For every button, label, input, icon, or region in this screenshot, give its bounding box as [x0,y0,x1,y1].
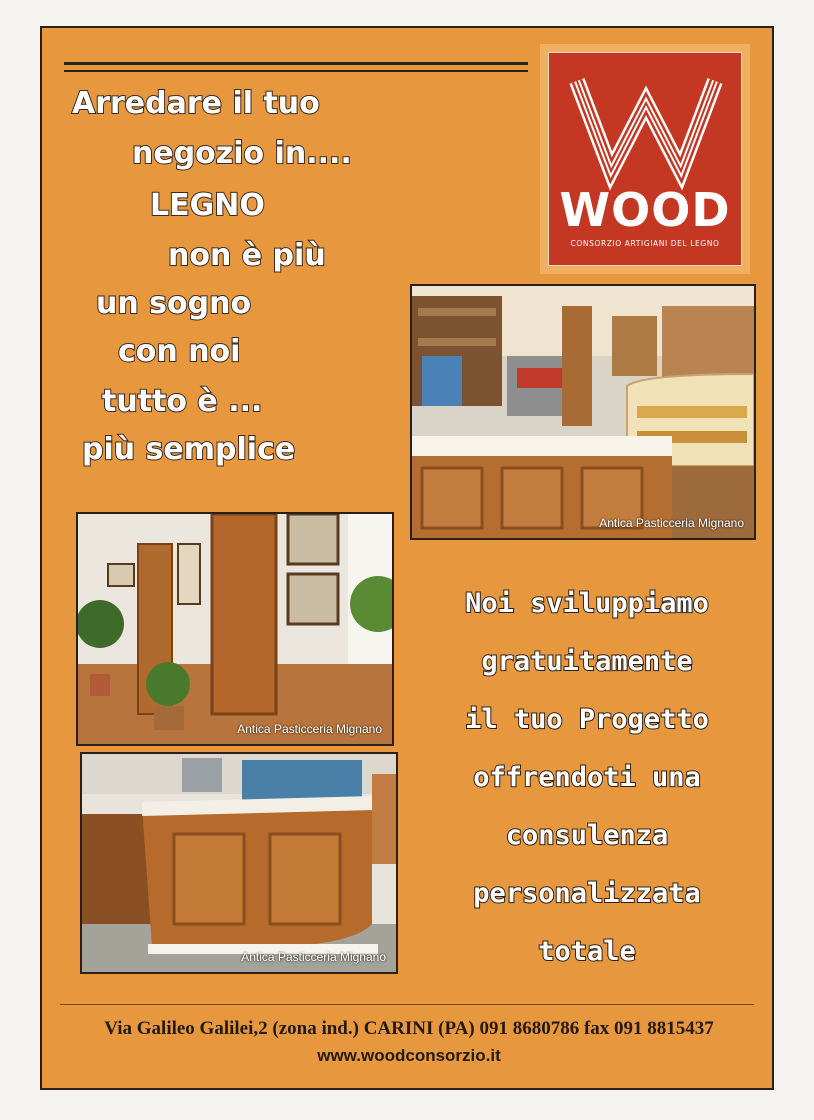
desk-illustration [82,754,396,972]
headline-line-2: negozio in.... [132,136,352,171]
headline-line-8: più semplice [82,432,296,467]
promo-line-7: totale [538,936,636,967]
logo-word: WOOD [559,183,731,237]
counter-illustration [412,286,754,538]
headline-line-5: un sogno [96,286,252,321]
footer-divider [60,1004,754,1005]
w-emblem-icon [549,63,743,193]
headline-line-6: con noi [118,334,241,369]
promo-line-6: personalizzata [473,878,701,909]
photo-caption: Antica Pasticceria Mignano [599,516,744,530]
logo-subtitle: CONSORZIO ARTIGIANI DEL LEGNO [570,239,720,248]
top-rule-thick [64,62,528,65]
headline-line-1: Arredare il tuo [72,86,320,121]
top-rule-thin [64,70,528,72]
photo-reception-desk [80,752,398,974]
promo-line-4: offrendoti una [473,762,701,793]
headline-line-4: non è più [168,238,326,273]
promo-line-2: gratuitamente [481,646,693,677]
photo-caption: Antica Pasticceria Mignano [237,722,382,736]
logo-panel [548,52,742,266]
hallway-illustration [78,514,392,744]
headline-line-3: LEGNO [150,188,265,223]
headline-line-7: tutto è ... [102,384,263,419]
footer-address: Via Galileo Galilei,2 (zona ind.) CARINI (PA) 091 8680786 fax 091 8815437 [104,1018,714,1039]
wood-logo [540,44,750,274]
advertisement-page [40,26,774,1090]
promo-line-3: il tuo Progetto [465,704,709,735]
promo-line-1: Noi sviluppiamo [465,588,709,619]
footer-website[interactable]: www.woodconsorzio.it [317,1046,501,1065]
promo-line-5: consulenza [505,820,669,851]
photo-pastry-counter [410,284,756,540]
photo-hallway [76,512,394,746]
photo-caption: Antica Pasticceria Mignano [241,950,386,964]
